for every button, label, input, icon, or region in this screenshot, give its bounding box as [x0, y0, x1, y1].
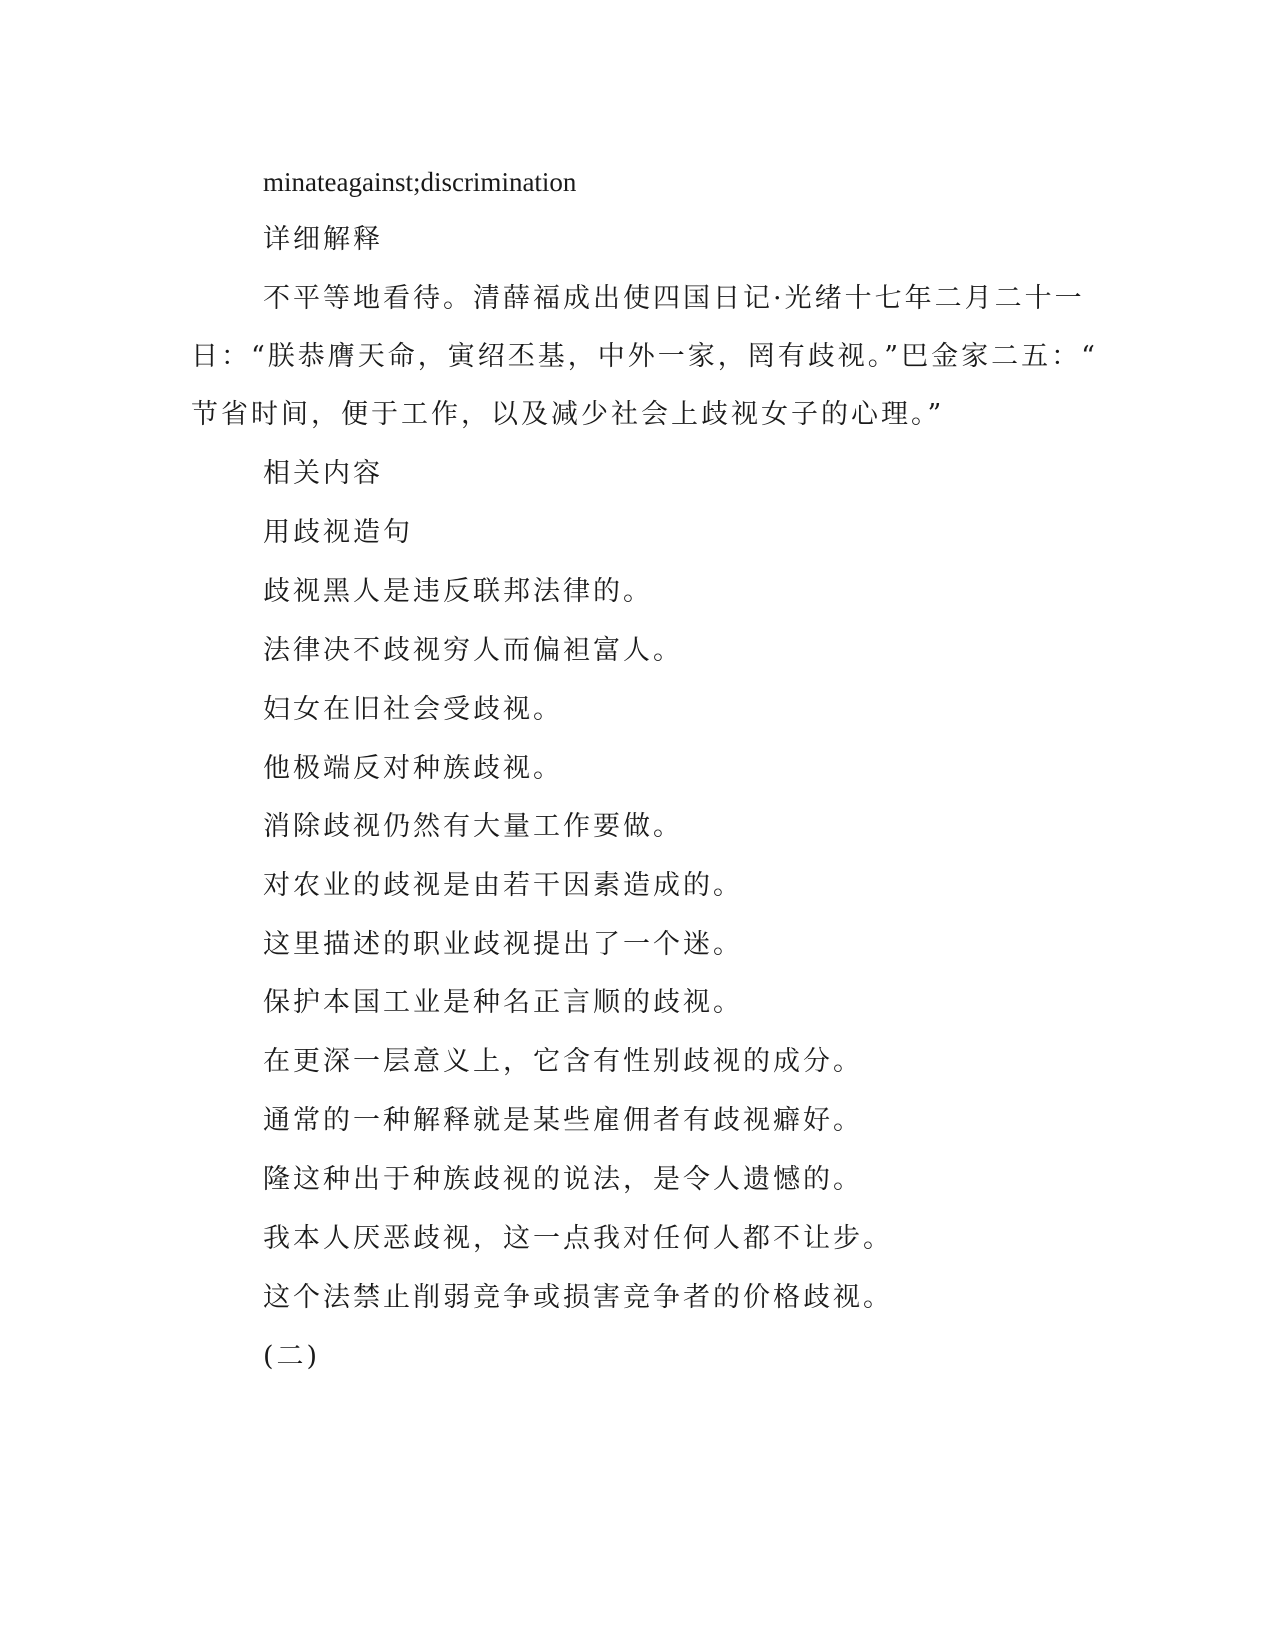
- section-number: (二): [263, 1341, 321, 1372]
- section-heading-sentences: 用歧视造句: [263, 517, 413, 548]
- example-sentence: 对农业的歧视是由若干因素造成的。: [263, 870, 743, 901]
- example-sentence: 这里描述的职业歧视提出了一个迷。: [263, 929, 743, 960]
- example-sentence: 这个法禁止削弱竞争或损害竞争者的价格歧视。: [263, 1282, 893, 1313]
- example-sentence: 隆这种出于种族歧视的说法，是令人遗憾的。: [263, 1164, 863, 1195]
- example-sentence: 消除歧视仍然有大量工作要做。: [263, 811, 683, 842]
- example-sentence: 歧视黑人是违反联邦法律的。: [263, 576, 653, 607]
- example-sentence: 法律决不歧视穷人而偏袒富人。: [263, 635, 683, 666]
- example-sentence: 他极端反对种族歧视。: [263, 753, 563, 784]
- definition-line: 不平等地看待。清薛福成出使四国日记·光绪十七年二月二十一: [263, 283, 1085, 314]
- section-heading-detail: 详细解释: [263, 224, 383, 255]
- example-sentence: 在更深一层意义上，它含有性别歧视的成分。: [263, 1046, 863, 1077]
- example-sentence: 我本人厌恶歧视，这一点我对任何人都不让步。: [263, 1223, 893, 1254]
- definition-line: 节省时间，便于工作，以及减少社会上歧视女子的心理。”: [191, 399, 945, 430]
- definition-line: 日：“朕恭膺天命，寅绍丕基，中外一家，罔有歧视。”巴金家二五：“: [191, 341, 1098, 372]
- section-heading-related: 相关内容: [263, 458, 383, 489]
- example-sentence: 妇女在旧社会受歧视。: [263, 694, 563, 725]
- example-sentence: 保护本国工业是种名正言顺的歧视。: [263, 987, 743, 1018]
- example-sentence: 通常的一种解释就是某些雇佣者有歧视癖好。: [263, 1105, 863, 1136]
- english-term: minateagainst;discrimination: [263, 167, 577, 197]
